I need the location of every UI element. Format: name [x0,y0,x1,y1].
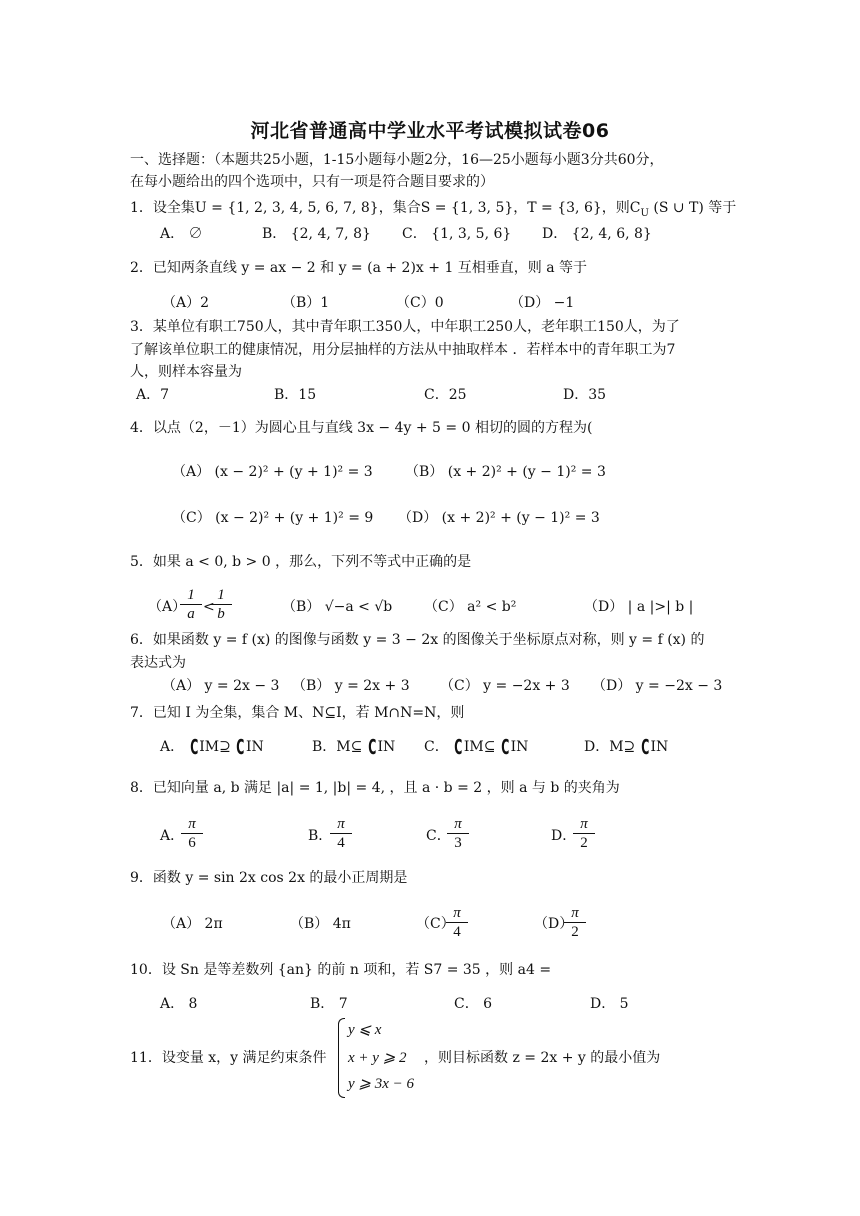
q9-option-c-label[interactable]: （C） [416,916,455,932]
q3-line1: 3．某单位有职工750人，其中青年职工350人，中年职工250人，老年职工150人，为了 [130,319,680,335]
q3-option-c[interactable]: C．25 [424,387,467,403]
q4-option-a[interactable]: （A） (x − 2)² + (y + 1)² = 3 [172,464,373,480]
q1-stem-tail: (S ∪ T) 等于 [648,200,737,216]
q5-frac1-num: 1 [180,586,202,605]
q6-option-a[interactable]: （A） y = 2x − 3 [162,678,280,694]
q4-option-d[interactable]: （D） (x + 2)² + (y − 1)² = 3 [398,510,600,526]
q9-option-b[interactable]: （B） 4π [290,916,351,932]
q7-option-d-label: D．M⊇ [584,739,640,755]
page-title: 河北省普通高中学业水平考试模拟试卷06 [250,120,610,142]
q7-option-b-label: B．M⊆ [312,739,367,755]
q4-option-b[interactable]: （B） (x + 2)² + (y − 1)² = 3 [405,464,606,480]
q10-option-a[interactable]: A． 8 [160,996,198,1012]
constraint-brace [338,1018,345,1098]
q1-option-b[interactable]: B． {2, 4, 7, 8} [262,226,371,242]
q5-option-c[interactable]: （C） a² < b² [424,599,517,615]
q10-stem: 10．设 Sn 是等差数列 {an} 的前 n 项和，若 S7 = 35 ，则 a4 = [130,962,552,978]
q1-stem-text: 1．设全集U = {1, 2, 3, 4, 5, 6, 7, 8}，集合S = {1, 3, 5}，T = {3, 6}，则C [130,200,641,216]
q3-option-b[interactable]: B．15 [274,387,317,403]
q8-c-num: π [447,815,469,834]
q8-a-num: π [181,815,203,834]
q5-frac1-den: a [187,606,195,622]
q5-option-b[interactable]: （B） √−a < √b [282,599,393,615]
q3-option-d[interactable]: D．35 [563,387,607,403]
q11-stem: 11．设变量 x，y 满足约束条件 [130,1050,327,1066]
q5-frac2-num: 1 [210,586,232,605]
q9-d-den: 2 [571,924,579,940]
q7-option-c-label: C． [424,739,454,755]
q6-line2: 表达式为 [130,655,186,671]
q3-line2: 了解该单位职工的健康情况，用分层抽样的方法从中抽取样本 ．若样本中的青年职工为7 [130,342,676,358]
q8-d-den: 2 [580,835,588,851]
q5-option-d[interactable]: （D） | a |>| b | [584,599,694,615]
section-heading-line2: 在每小题给出的四个选项中，只有一项是符合题目要求的） [130,174,494,190]
q1-option-c[interactable]: C． {1, 3, 5, 6} [402,226,512,242]
q7-option-a-label: A． [160,739,189,755]
q7-option-d[interactable] [584,737,668,757]
q6-option-c[interactable]: （C） y = −2x + 3 [440,678,570,694]
q7-option-a-text2: IN [245,739,264,755]
q8-option-d-label[interactable]: D． [551,828,577,844]
q2-stem: 2．已知两条直线 y = ax − 2 和 y = (a + 2)x + 1 互相垂直，则 a 等于 [130,260,588,276]
q9-option-d-frac [564,904,586,941]
q2-option-d[interactable]: （D） −1 [510,295,575,311]
q7-option-a-text: IM⊇ [199,739,236,755]
q7-option-a[interactable] [160,737,264,757]
q10-option-b[interactable]: B． 7 [310,996,348,1012]
q5-option-a-lt: < [203,599,215,615]
q8-option-d-frac [573,815,595,852]
complement-icon: C [236,735,245,759]
q6-option-b[interactable]: （B） y = 2x + 3 [292,678,410,694]
q6-line1: 6．如果函数 y = f (x) 的图像与函数 y = 3 − 2x 的图像关于坐标原点对称，则 y = f (x) 的 [130,632,705,648]
q6-option-d[interactable]: （D） y = −2x − 3 [592,678,723,694]
complement-icon: C [189,735,198,759]
complement-icon: C [368,735,377,759]
q4-option-c[interactable]: （C） (x − 2)² + (y + 1)² = 9 [172,510,374,526]
q1-option-d[interactable]: D． {2, 4, 6, 8} [542,226,652,242]
q8-b-num: π [330,815,352,834]
q8-a-den: 6 [188,835,196,851]
q8-c-den: 3 [454,835,462,851]
q8-b-den: 4 [337,835,345,851]
q9-stem: 9．函数 y = sin 2x cos 2x 的最小正周期是 [130,870,408,886]
q3-line3: 人，则样本容量为 [130,364,242,380]
q7-option-d-text: IN [650,739,669,755]
q9-option-d-label[interactable]: （D） [534,916,574,932]
q8-option-b-frac [330,815,352,852]
q9-c-num: π [446,904,468,923]
q7-option-c-mid: IM⊆ [463,739,500,755]
q9-c-den: 4 [453,924,461,940]
q9-option-c-frac [446,904,468,941]
complement-icon: C [501,735,510,759]
q8-d-num: π [573,815,595,834]
q9-option-a[interactable]: （A） 2π [162,916,223,932]
q2-option-a[interactable]: （A）2 [162,295,210,311]
q1-stem [130,198,736,224]
q5-option-a-frac1 [180,586,202,623]
q8-option-c-label[interactable]: C． [426,828,451,844]
q1-stem-sub: U [640,207,649,219]
q5-option-a-label[interactable]: （A） [148,599,187,615]
q7-option-c-text: IN [510,739,529,755]
q8-option-a-label[interactable]: A． [160,828,185,844]
q5-frac2-den: b [217,606,225,622]
q10-option-c[interactable]: C． 6 [454,996,493,1012]
q9-d-num: π [564,904,586,923]
q2-option-b[interactable]: （B）1 [282,295,330,311]
q11-tail: ，则目标函数 z = 2x + y 的最小值为 [424,1050,661,1066]
q5-option-a-frac2 [210,586,232,623]
q11-constraint-2: x + y ⩾ 2 [348,1050,407,1066]
q11-constraint-1: y ⩽ x [348,1022,382,1038]
q7-option-b-text: IN [377,739,396,755]
q8-option-a-frac [181,815,203,852]
q5-stem: 5．如果 a < 0, b > 0 ，那么，下列不等式中正确的是 [130,554,472,570]
q7-stem: 7．已知 I 为全集，集合 M、N⊆I，若 M∩N=N，则 [130,705,465,721]
section-heading-line1: 一、选择题：（本题共25小题，1-15小题每小题2分，16—25小题每小题3分共60分， [130,152,664,168]
q7-option-b[interactable] [312,737,395,757]
q4-stem: 4．以点（2，－1）为圆心且与直线 3x − 4y + 5 = 0 相切的圆的方程为( [130,420,593,436]
complement-icon: C [454,735,463,759]
q8-option-c-frac [447,815,469,852]
q3-option-a[interactable]: A．7 [136,387,170,403]
q2-option-c[interactable]: （C）0 [396,295,444,311]
q10-option-d[interactable]: D． 5 [590,996,629,1012]
q1-option-a[interactable]: A． ∅ [160,226,203,242]
q7-option-c[interactable] [424,737,528,757]
q8-stem: 8．已知向量 a, b 满足 |a| = 1, |b| = 4, ，且 a · b = 2 ，则 a 与 b 的夹角为 [130,780,620,796]
q11-constraint-3: y ⩾ 3x − 6 [348,1076,415,1092]
complement-icon: C [641,735,650,759]
q8-option-b-label[interactable]: B． [308,828,333,844]
